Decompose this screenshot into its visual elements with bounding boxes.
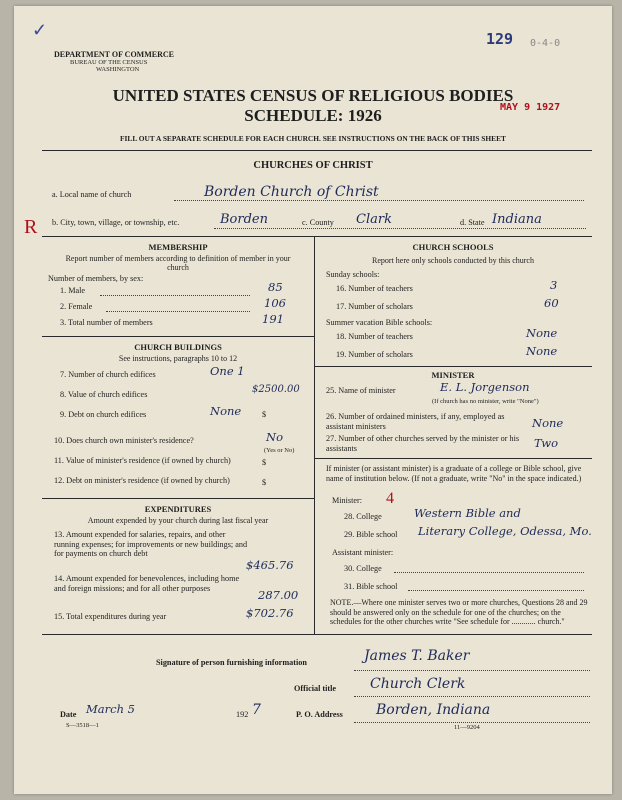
minister-name-note: (If church has no minister, write "None") — [432, 398, 539, 405]
rule-sections — [42, 236, 592, 237]
minister-sub-label: Minister: — [332, 496, 363, 505]
edifices-label: 7. Number of church edifices — [60, 370, 156, 379]
denomination: CHURCHES OF CHRIST — [253, 160, 373, 171]
year-prefix: 192 — [236, 710, 249, 719]
state-label: d. State — [460, 218, 485, 227]
rule-expenditures — [42, 498, 314, 499]
edifice-debt-dollar: $ — [262, 410, 267, 419]
summer-teachers-label: 18. Number of teachers — [336, 332, 413, 341]
sunday-scholars-label: 17. Number of scholars — [336, 302, 413, 311]
blue-check-mark: ✓ — [32, 20, 48, 40]
male-label: 1. Male — [60, 286, 86, 295]
year-hand: 7 — [252, 702, 261, 718]
local-name-line — [174, 200, 584, 201]
form-number: S—3518—1 — [66, 722, 99, 729]
schools-sub: Report here only schools conducted by this church — [372, 256, 534, 265]
yes-no-hint: (Yes or No) — [264, 447, 295, 454]
rule-minister — [314, 366, 592, 367]
official-title-line — [354, 696, 590, 697]
bible-school-label: 29. Bible school — [344, 530, 398, 539]
date-label: Date — [60, 710, 77, 719]
benevolences-value: 287.00 — [258, 588, 299, 602]
summer-scholars-value: None — [526, 344, 558, 358]
membership-sub: Report number of members according to definition of member in your church — [65, 254, 291, 272]
city-value: Borden — [220, 212, 268, 227]
total-expenditures-value: $702.76 — [246, 606, 294, 620]
edifices-value: One 1 — [210, 364, 245, 378]
graduate-instruction: If minister (or assistant minister) is a graduate of a college or Bible school, give name of institution below. (If not a graduate, write "No" in the space indicated.) — [326, 464, 582, 483]
female-line — [106, 311, 250, 312]
bureau-label: BUREAU OF THE CENSUS — [70, 59, 148, 66]
schedule-number: 129 — [486, 30, 514, 48]
membership-heading: MEMBERSHIP — [148, 242, 208, 252]
date-value: March 5 — [86, 702, 135, 716]
sunday-teachers-value: 3 — [550, 278, 558, 292]
residence-debt-dollar: $ — [262, 478, 267, 487]
female-value: 106 — [264, 296, 286, 310]
college-label: 28. College — [344, 512, 382, 521]
buildings-sub: See instructions, paragraphs 10 to 12 — [118, 354, 238, 363]
state-value: Indiana — [492, 212, 542, 227]
column-divider — [314, 236, 315, 634]
sunday-scholars-value: 60 — [544, 296, 559, 310]
assistant-count-value: None — [532, 416, 564, 430]
red-mark-4: 4 — [386, 490, 394, 507]
summer-schools-label: Summer vacation Bible schools: — [326, 318, 433, 327]
minister-note: NOTE.—Where one minister serves two or more churches, Questions 28 and 29 should be answered only on the schedule for one of the churches; on the schedules for the other churches write "See schedule for ............ church." — [330, 598, 588, 626]
schedule-title: SCHEDULE: 1926 — [244, 106, 382, 125]
residence-debt-label: 12. Debt on minister's residence (if owned by church) — [54, 476, 230, 485]
summer-teachers-value: None — [526, 326, 558, 340]
running-expenses-label: 13. Amount expended for salaries, repairs, and other running expenses; for improvements or new buildings; and for payments on church debt — [54, 530, 248, 558]
residence-value: No — [266, 430, 283, 444]
assistant-bible-label: 31. Bible school — [344, 582, 398, 591]
code-stamp: 0-4-0 — [530, 38, 561, 49]
city-line — [214, 228, 586, 229]
expenditures-heading: EXPENDITURES — [144, 504, 212, 514]
signature-value: James T. Baker — [364, 648, 470, 664]
residence-value-dollar: $ — [262, 458, 267, 467]
signature-line — [354, 670, 590, 671]
edifice-value-amount: $2500.00 — [252, 384, 300, 395]
minister-heading: MINISTER — [431, 370, 475, 380]
census-schedule-sheet — [14, 6, 612, 794]
male-value: 85 — [268, 280, 283, 294]
official-title-value: Church Clerk — [370, 676, 466, 692]
margin-r-mark: R — [24, 216, 38, 238]
po-address-line — [354, 722, 590, 723]
minister-name-value: E. L. Jorgenson — [440, 380, 530, 394]
received-date-stamp: MAY 9 1927 — [500, 102, 561, 113]
edifice-value-label: 8. Value of church edifices — [60, 390, 148, 399]
running-expenses-value: $465.76 — [246, 558, 294, 572]
assistant-bible-line — [408, 590, 584, 591]
total-members-label: 3. Total number of members — [60, 318, 153, 327]
other-churches-value: Two — [534, 436, 559, 450]
summer-scholars-label: 19. Number of scholars — [336, 350, 413, 359]
po-address-label: P. O. Address — [296, 710, 343, 719]
members-by-sex: Number of members, by sex: — [48, 274, 144, 283]
assistant-college-line — [394, 572, 584, 573]
male-line — [100, 295, 250, 296]
total-members-value: 191 — [262, 312, 284, 326]
form-title: UNITED STATES CENSUS OF RELIGIOUS BODIES — [112, 86, 514, 105]
rule-buildings — [42, 336, 314, 337]
signature-label: Signature of person furnishing information — [156, 658, 307, 667]
sunday-schools-label: Sunday schools: — [326, 270, 380, 279]
buildings-heading: CHURCH BUILDINGS — [134, 342, 222, 352]
local-name-value: Borden Church of Christ — [204, 184, 379, 200]
minister-name-label: 25. Name of minister — [326, 386, 396, 395]
benevolences-label: 14. Amount expended for benevolences, including home and foreign missions; and for all other purposes — [54, 574, 240, 593]
sunday-teachers-label: 16. Number of teachers — [336, 284, 413, 293]
edifice-debt-label: 9. Debt on church edifices — [60, 410, 147, 419]
assistant-minister-label: Assistant minister: — [332, 548, 394, 557]
department-label: DEPARTMENT OF COMMERCE — [54, 50, 175, 59]
edifice-debt-value: None — [210, 404, 242, 418]
bible-school-value: Literary College, Odessa, Mo. — [418, 524, 592, 538]
rule-top — [42, 150, 592, 151]
assistant-college-label: 30. College — [344, 564, 382, 573]
rule-signature — [42, 634, 592, 635]
residence-value-label: 11. Value of minister's residence (if owned by church) — [54, 456, 231, 465]
residence-label: 10. Does church own minister's residence? — [54, 436, 194, 445]
local-name-label: a. Local name of church — [52, 190, 132, 199]
city-label: WASHINGTON — [96, 66, 140, 73]
expenditures-sub: Amount expended by your church during last fiscal year — [87, 516, 269, 525]
rule-graduate — [314, 458, 592, 459]
schools-heading: CHURCH SCHOOLS — [412, 242, 494, 252]
total-expenditures-label: 15. Total expenditures during year — [54, 612, 167, 621]
county-value: Clark — [356, 212, 392, 227]
female-label: 2. Female — [60, 302, 93, 311]
po-address-value: Borden, Indiana — [376, 702, 491, 718]
city-label: b. City, town, village, or township, etc. — [52, 218, 180, 227]
college-value: Western Bible and — [414, 506, 521, 520]
other-churches-label: 27. Number of other churches served by the minister or his assistants — [326, 434, 520, 453]
county-label: c. County — [302, 218, 334, 227]
assistant-count-label: 26. Number of ordained ministers, if any, employed as assistant ministers — [326, 412, 505, 431]
official-title-label: Official title — [294, 684, 337, 693]
print-number: 11—9204 — [454, 724, 480, 731]
fill-instruction: FILL OUT A SEPARATE SCHEDULE FOR EACH CHURCH. SEE INSTRUCTIONS ON THE BACK OF THIS SHEET — [120, 134, 506, 143]
